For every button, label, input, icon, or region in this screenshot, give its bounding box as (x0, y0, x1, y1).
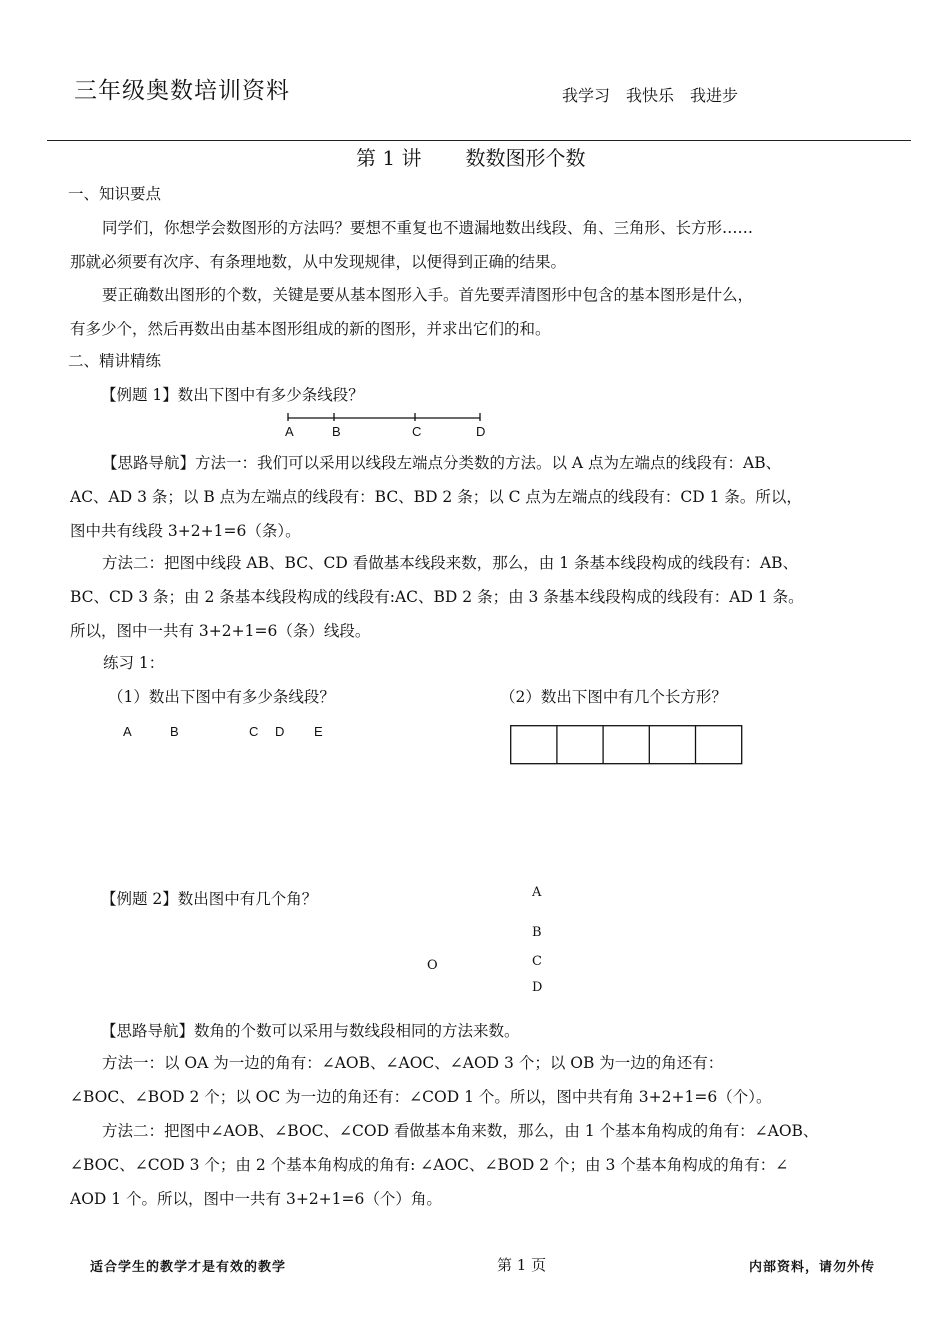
example2-question: 【例题 2】数出图中有几个角？ (101, 890, 318, 908)
point-label-b: B (332, 424, 341, 439)
footer-slogan: 适合学生的教学才是有效的教学 (90, 1260, 287, 1275)
paragraph-line: AC、AD 3 条；以 B 点为左端点的线段有：BC、BD 2 条；以 C 点为左端点的线段有：CD 1 条。所以， (70, 488, 802, 506)
practice-point-a: A (123, 724, 132, 739)
practice1-question2: （2）数出下图中有几个长方形？ (500, 688, 727, 706)
practice1-label: 练习 1： (103, 654, 165, 672)
paragraph-line: 有多少个，然后再数出由基本图形组成的新的图形，并求出它们的和。 (70, 320, 551, 338)
lecture-topic: 数数图形个数 (465, 146, 586, 170)
example2-method1 (70, 1046, 910, 1114)
paragraph-key (70, 278, 910, 346)
point-label-c: C (412, 424, 422, 439)
paragraph-line: ∠BOC、∠BOD 2 个；以 OC 为一边的角还有：∠COD 1 个。所以，图中共有角 3+2+1=6（个）。 (70, 1088, 772, 1106)
example1-method1 (70, 446, 910, 548)
paragraph-line: BC、CD 3 条；由 2 条基本线段构成的线段有:AC、BD 2 条；由 3 条基本线段构成的线段有：AD 1 条。 (70, 588, 804, 606)
point-label-a: A (285, 424, 294, 439)
example1-method2 (70, 546, 910, 648)
practice1-question1: （1）数出下图中有多少条线段？ (108, 688, 335, 706)
rectangle-outline (511, 726, 742, 764)
paragraph-line: 【思路导航】方法一：我们可以采用以线段左端点分类数的方法。以 A 点为左端点的线段有：AB、 (102, 454, 782, 472)
paragraph-line: 方法二：把图中线段 AB、BC、CD 看做基本线段来数，那么，由 1 条基本线段构成的线段有：AB、 (102, 554, 799, 572)
rectangle-strip-diagram (510, 725, 744, 765)
practice-point-b: B (170, 724, 179, 739)
example1-question: 【例题 1】数出下图中有多少条线段？ (101, 386, 364, 404)
header-motto: 我学习 我快乐 我进步 (562, 86, 739, 105)
section-heading-practice: 二、精讲精练 (68, 352, 162, 370)
paragraph-line: AOD 1 个。所以，图中一共有 3+2+1=6（个）角。 (70, 1190, 442, 1208)
practice-point-e: E (314, 724, 323, 739)
segment-diagram (280, 410, 490, 440)
practice-point-d: D (275, 724, 285, 739)
ray-label-c: C (532, 954, 542, 969)
page-number: 第 1 页 (497, 1256, 547, 1274)
paragraph-line: 图中共有线段 3+2+1=6（条）。 (70, 522, 301, 540)
ray-label-b: B (532, 925, 542, 940)
lecture-number: 第 1 讲 (356, 146, 422, 170)
footer-notice: 内部资料，请勿外传 (749, 1260, 876, 1275)
vertex-label-o: O (427, 958, 438, 973)
ray-label-a: A (532, 885, 542, 900)
paragraph-line: ∠BOC、∠COD 3 个；由 2 个基本角构成的角有: ∠AOC、∠BOD 2 个；由 3 个基本角构成的角有：∠ (70, 1156, 789, 1174)
header-divider (47, 140, 911, 141)
point-label-d: D (476, 424, 486, 439)
paragraph-line: 方法二：把图中∠AOB、∠BOC、∠COD 看做基本角来数，那么，由 1 个基本角构成的角有：∠AOB、 (102, 1122, 819, 1140)
paragraph-line: 要正确数出图形的个数，关键是要从基本图形入手。首先要弄清图形中包含的基本图形是什么， (102, 286, 754, 304)
example2-method2 (70, 1114, 910, 1216)
paragraph-line: 同学们，你想学会数图形的方法吗？要想不重复也不遗漏地数出线段、角、三角形、长方形…… (102, 219, 754, 237)
ray-label-d: D (532, 980, 543, 995)
practice-point-c: C (249, 724, 259, 739)
paragraph-line: 方法一：以 OA 为一边的角有：∠AOB、∠AOC、∠AOD 3 个；以 OB 为一边的角还有： (102, 1054, 724, 1072)
lecture-title (356, 142, 585, 171)
paragraph-line: 所以，图中一共有 3+2+1=6（条）线段。 (70, 622, 371, 640)
paragraph-intro (70, 211, 910, 279)
paragraph-line: 那就必须要有次序、有条理地数，从中发现规律，以便得到正确的结果。 (70, 253, 567, 271)
example2-intro: 【思路导航】数角的个数可以采用与数线段相同的方法来数。 (101, 1022, 520, 1040)
section-heading-knowledge: 一、知识要点 (68, 185, 162, 203)
header-title: 三年级奥数培训资料 (74, 78, 290, 104)
